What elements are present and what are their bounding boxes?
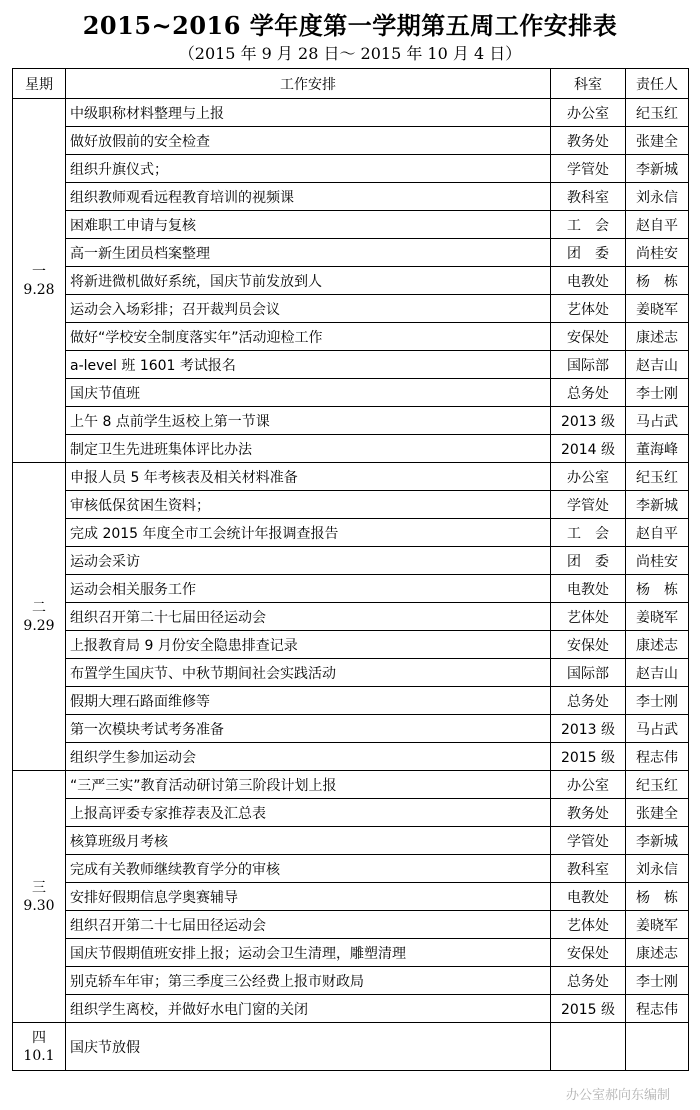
person-cell: 刘永信: [626, 183, 689, 211]
work-cell: 做好放假前的安全检查: [66, 127, 551, 155]
table-row: [13, 575, 689, 603]
table-row: [13, 883, 689, 911]
dept-cell: 2014 级: [551, 435, 626, 463]
table-row: [13, 211, 689, 239]
day-cell: [13, 771, 66, 1023]
table-row: [13, 407, 689, 435]
table-row: [13, 127, 689, 155]
work-cell: 制定卫生先进班集体评比办法: [66, 435, 551, 463]
dept-cell: 2015 级: [551, 995, 626, 1023]
person-cell: 李士刚: [626, 687, 689, 715]
work-cell: 国庆节假期值班安排上报；运动会卫生清理，雕塑清理: [66, 939, 551, 967]
dept-cell: 2015 级: [551, 743, 626, 771]
date-range-subtitle: （2015 年 9 月 28 日～ 2015 年 10 月 4 日）: [178, 44, 522, 63]
work-cell: 完成有关教师继续教育学分的审核: [66, 855, 551, 883]
dept-cell: 团 委: [551, 547, 626, 575]
dept-cell: [551, 1023, 626, 1071]
table-row: [13, 463, 689, 491]
person-cell: 康述志: [626, 323, 689, 351]
header-work: 工作安排: [66, 69, 551, 99]
person-cell: 程志伟: [626, 743, 689, 771]
day-cell: [13, 99, 66, 463]
table-row: [13, 519, 689, 547]
person-cell: 李新城: [626, 827, 689, 855]
dept-cell: 艺体处: [551, 911, 626, 939]
person-cell: 杨 栋: [626, 575, 689, 603]
person-cell: 杨 栋: [626, 883, 689, 911]
work-cell: 组织学生离校，并做好水电门窗的关闭: [66, 995, 551, 1023]
table-row: [13, 799, 689, 827]
work-cell: 困难职工申请与复核: [66, 211, 551, 239]
work-cell: 完成 2015 年度全市工会统计年报调查报告: [66, 519, 551, 547]
table-row: [13, 855, 689, 883]
table-row: [13, 547, 689, 575]
header-person: 责任人: [626, 69, 689, 99]
dept-cell: 工 会: [551, 519, 626, 547]
work-cell: 运动会入场彩排；召开裁判员会议: [66, 295, 551, 323]
table-row: [13, 267, 689, 295]
weekday-label: 二: [32, 599, 46, 616]
person-cell: 董海峰: [626, 435, 689, 463]
dept-cell: 教务处: [551, 799, 626, 827]
work-cell: 上报高评委专家推荐表及汇总表: [66, 799, 551, 827]
work-cell: 国庆节放假: [66, 1023, 551, 1071]
person-cell: 姜晓军: [626, 603, 689, 631]
weekday-label: 四: [32, 1029, 46, 1046]
weekday-label: 一: [32, 263, 46, 280]
schedule-body: [13, 99, 689, 1071]
table-header-row: [13, 69, 689, 99]
work-cell: 申报人员 5 年考核表及相关材料准备: [66, 463, 551, 491]
table-row: [13, 183, 689, 211]
person-cell: 张建全: [626, 127, 689, 155]
day-cell: [13, 463, 66, 771]
dept-cell: 办公室: [551, 771, 626, 799]
person-cell: 赵吉山: [626, 351, 689, 379]
work-cell: 上报教育局 9 月份安全隐患排查记录: [66, 631, 551, 659]
work-cell: 假期大理石路面维修等: [66, 687, 551, 715]
work-cell: 别克轿车年审；第三季度三公经费上报市财政局: [66, 967, 551, 995]
person-cell: 康述志: [626, 631, 689, 659]
person-cell: 尚桂安: [626, 239, 689, 267]
person-cell: 赵自平: [626, 519, 689, 547]
dept-cell: 总务处: [551, 379, 626, 407]
table-row: [13, 939, 689, 967]
footer-credit: 办公室郝向东编制: [565, 1088, 670, 1103]
dept-cell: 国际部: [551, 659, 626, 687]
table-row: [13, 99, 689, 127]
date-label: 9.30: [23, 897, 55, 914]
dept-cell: 教科室: [551, 183, 626, 211]
dept-cell: 电教处: [551, 267, 626, 295]
table-row: [13, 771, 689, 799]
person-cell: 纪玉红: [626, 771, 689, 799]
header-dept: 科室: [551, 69, 626, 99]
dept-cell: 安保处: [551, 939, 626, 967]
dept-cell: 安保处: [551, 323, 626, 351]
table-row: [13, 715, 689, 743]
work-cell: 布置学生国庆节、中秋节期间社会实践活动: [66, 659, 551, 687]
dept-cell: 总务处: [551, 967, 626, 995]
person-cell: 马占武: [626, 715, 689, 743]
work-cell: 第一次模块考试考务准备: [66, 715, 551, 743]
table-row: [13, 743, 689, 771]
person-cell: 李士刚: [626, 379, 689, 407]
work-cell: 运动会相关服务工作: [66, 575, 551, 603]
table-row: [13, 1023, 689, 1071]
work-cell: a-level 班 1601 考试报名: [66, 351, 551, 379]
table-row: [13, 687, 689, 715]
person-cell: 李士刚: [626, 967, 689, 995]
page-title: 2015~2016 学年度第一学期第五周工作安排表: [82, 11, 618, 40]
schedule-table: [12, 68, 689, 1071]
person-cell: 程志伟: [626, 995, 689, 1023]
date-label: 10.1: [23, 1047, 55, 1064]
dept-cell: 电教处: [551, 575, 626, 603]
dept-cell: 学管处: [551, 155, 626, 183]
person-cell: 李新城: [626, 155, 689, 183]
person-cell: 刘永信: [626, 855, 689, 883]
dept-cell: 团 委: [551, 239, 626, 267]
person-cell: 尚桂安: [626, 547, 689, 575]
person-cell: [626, 1023, 689, 1071]
dept-cell: 教科室: [551, 855, 626, 883]
work-cell: 将新进微机做好系统，国庆节前发放到人: [66, 267, 551, 295]
work-cell: 核算班级月考核: [66, 827, 551, 855]
date-label: 9.28: [23, 281, 55, 298]
work-cell: 运动会采访: [66, 547, 551, 575]
dept-cell: 办公室: [551, 463, 626, 491]
header-day: 星期: [13, 69, 66, 99]
person-cell: 赵吉山: [626, 659, 689, 687]
dept-cell: 电教处: [551, 883, 626, 911]
dept-cell: 国际部: [551, 351, 626, 379]
work-cell: “三严三实”教育活动研讨第三阶段计划上报: [66, 771, 551, 799]
dept-cell: 办公室: [551, 99, 626, 127]
person-cell: 杨 栋: [626, 267, 689, 295]
person-cell: 姜晓军: [626, 911, 689, 939]
table-row: [13, 603, 689, 631]
dept-cell: 安保处: [551, 631, 626, 659]
dept-cell: 学管处: [551, 827, 626, 855]
person-cell: 张建全: [626, 799, 689, 827]
person-cell: 姜晓军: [626, 295, 689, 323]
table-row: [13, 435, 689, 463]
table-row: [13, 995, 689, 1023]
work-cell: 高一新生团员档案整理: [66, 239, 551, 267]
weekday-label: 三: [32, 879, 46, 896]
work-cell: 国庆节值班: [66, 379, 551, 407]
table-row: [13, 351, 689, 379]
dept-cell: 艺体处: [551, 603, 626, 631]
work-cell: 组织召开第二十七届田径运动会: [66, 911, 551, 939]
table-row: [13, 379, 689, 407]
work-cell: 组织升旗仪式；: [66, 155, 551, 183]
dept-cell: 艺体处: [551, 295, 626, 323]
day-cell: [13, 1023, 66, 1071]
dept-cell: 2013 级: [551, 715, 626, 743]
work-cell: 组织教师观看远程教育培训的视频课: [66, 183, 551, 211]
table-row: [13, 967, 689, 995]
person-cell: 李新城: [626, 491, 689, 519]
table-row: [13, 911, 689, 939]
table-row: [13, 827, 689, 855]
table-row: [13, 323, 689, 351]
date-label: 9.29: [23, 617, 55, 634]
person-cell: 赵自平: [626, 211, 689, 239]
table-row: [13, 491, 689, 519]
work-cell: 组织学生参加运动会: [66, 743, 551, 771]
table-row: [13, 295, 689, 323]
person-cell: 马占武: [626, 407, 689, 435]
person-cell: 纪玉红: [626, 463, 689, 491]
work-cell: 安排好假期信息学奥赛辅导: [66, 883, 551, 911]
work-cell: 审核低保贫困生资料；: [66, 491, 551, 519]
table-row: [13, 155, 689, 183]
work-cell: 做好“学校安全制度落实年”活动迎检工作: [66, 323, 551, 351]
work-cell: 组织召开第二十七届田径运动会: [66, 603, 551, 631]
dept-cell: 工 会: [551, 211, 626, 239]
work-cell: 中级职称材料整理与上报: [66, 99, 551, 127]
table-row: [13, 631, 689, 659]
work-cell: 上午 8 点前学生返校上第一节课: [66, 407, 551, 435]
dept-cell: 2013 级: [551, 407, 626, 435]
dept-cell: 学管处: [551, 491, 626, 519]
dept-cell: 教务处: [551, 127, 626, 155]
person-cell: 康述志: [626, 939, 689, 967]
table-row: [13, 239, 689, 267]
person-cell: 纪玉红: [626, 99, 689, 127]
table-row: [13, 659, 689, 687]
dept-cell: 总务处: [551, 687, 626, 715]
